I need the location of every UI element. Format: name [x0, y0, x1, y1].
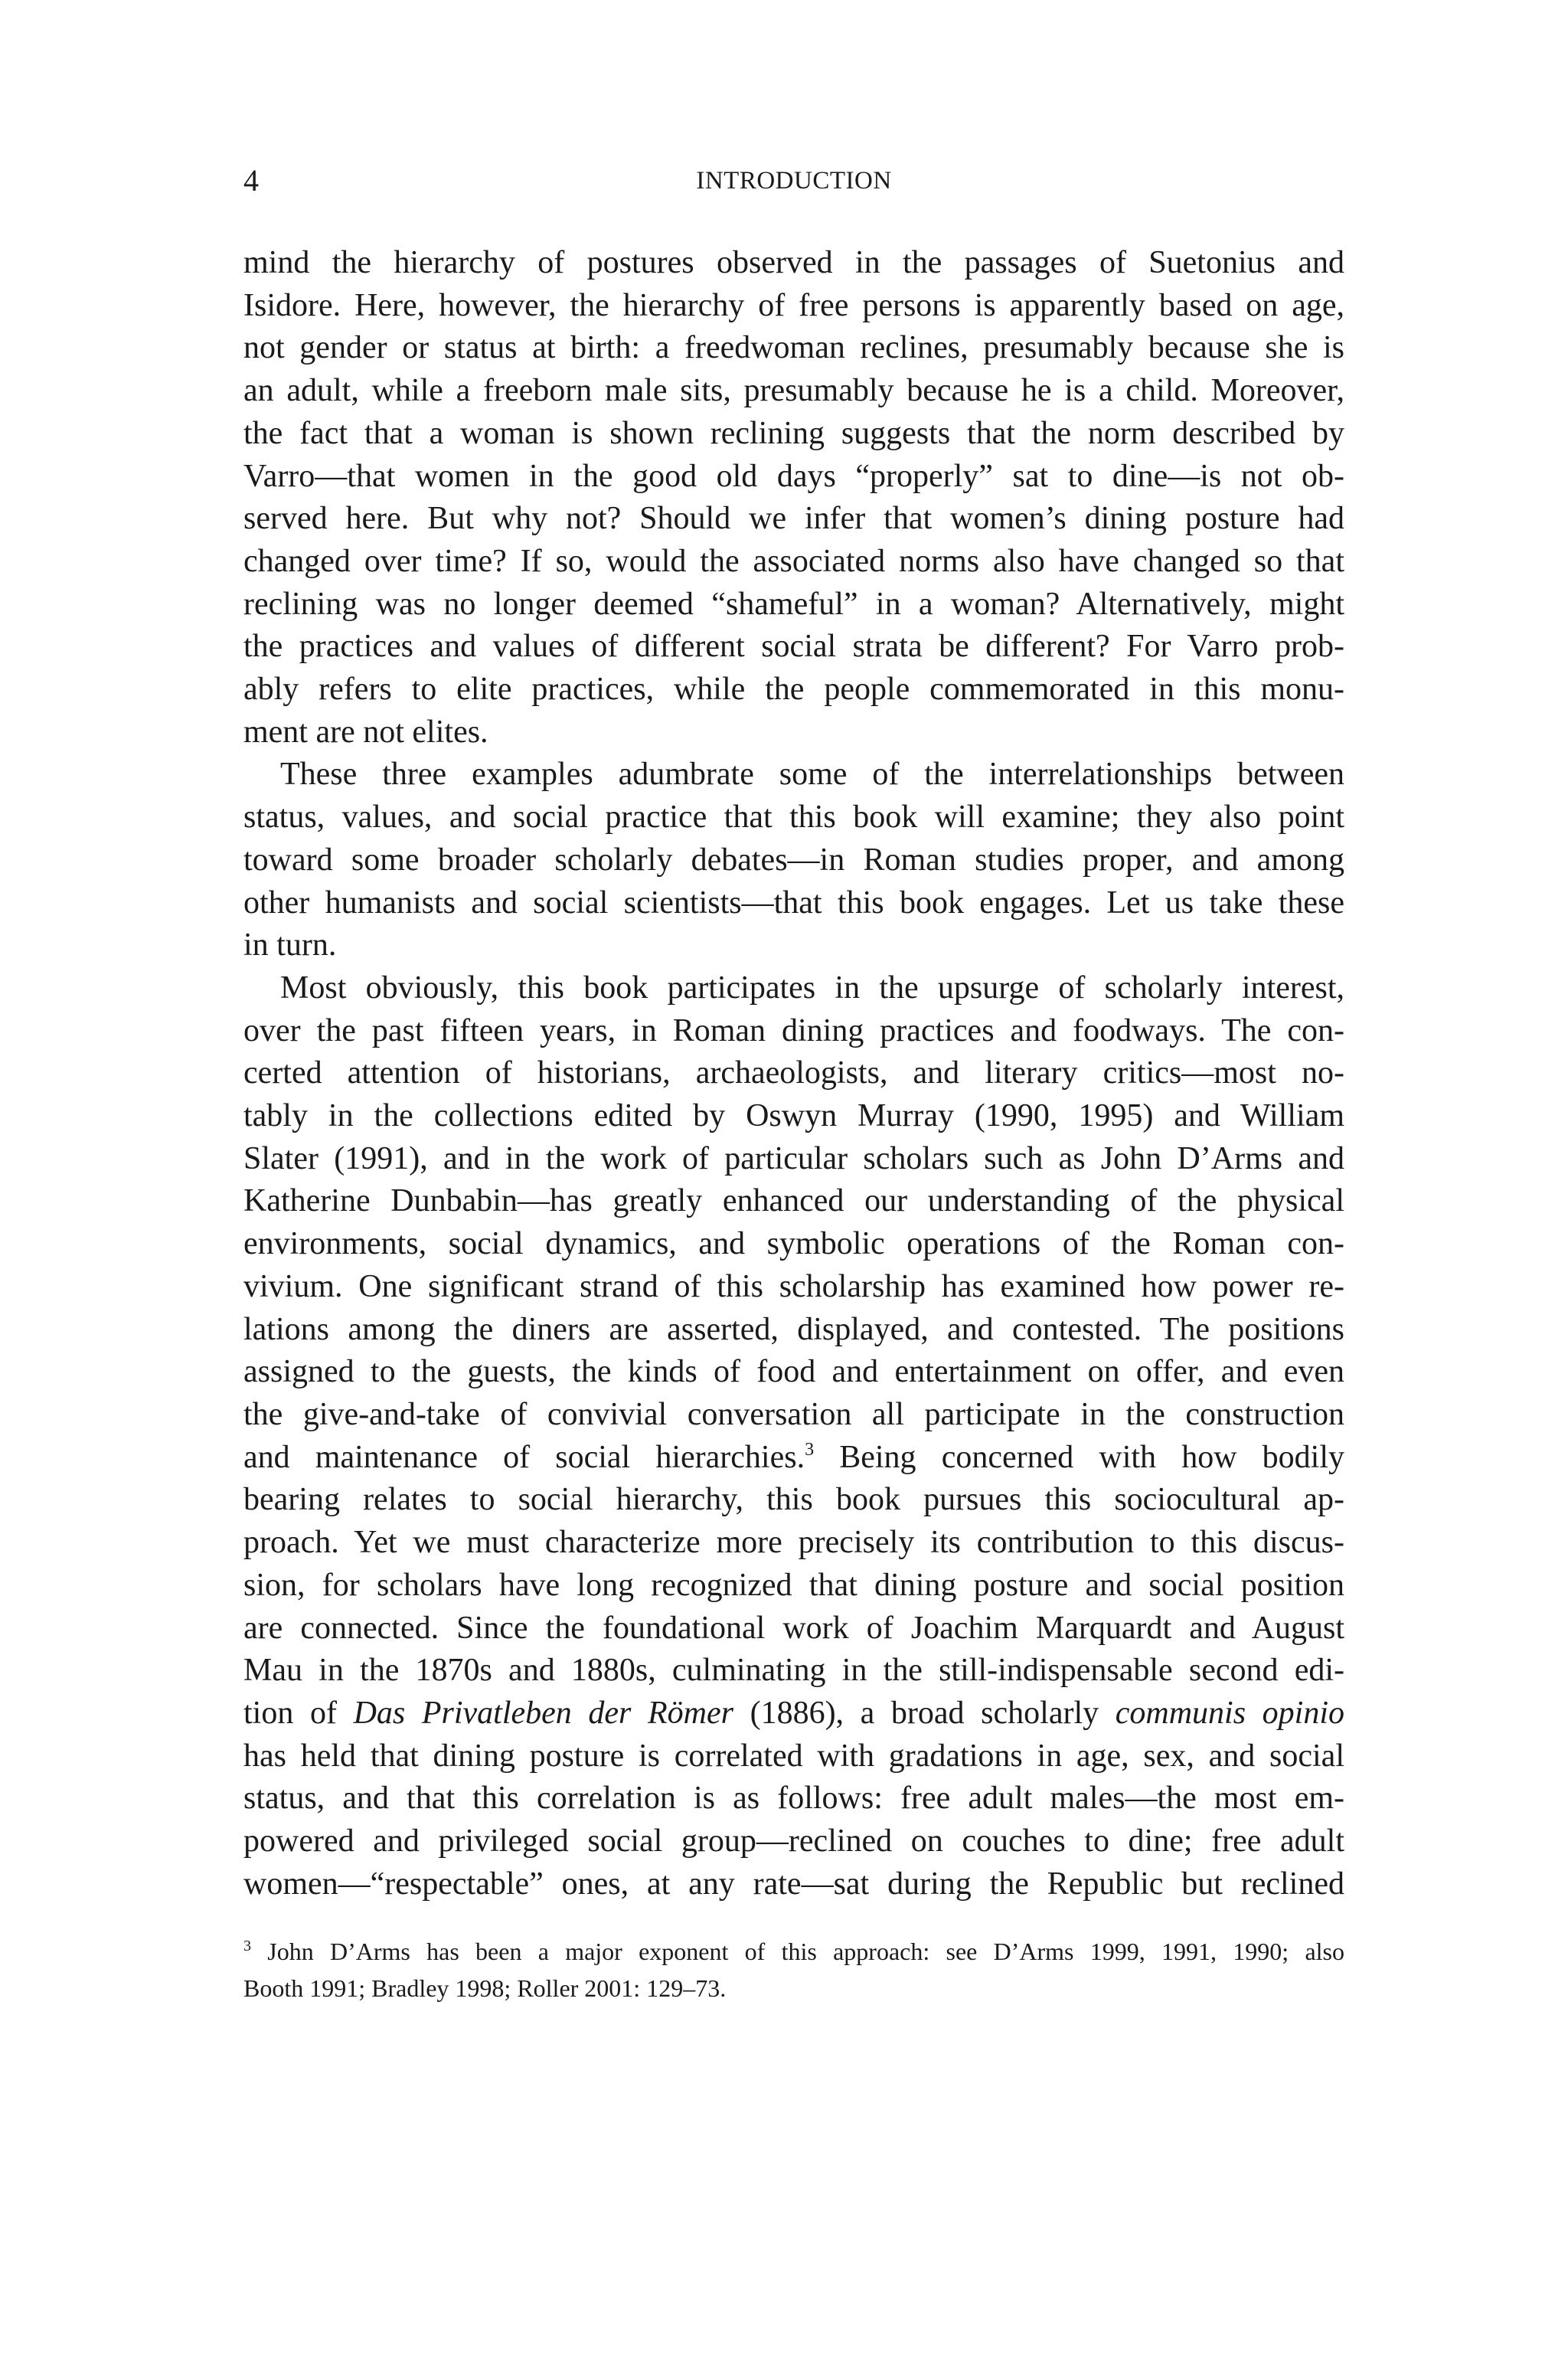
latin-phrase: communis opinio	[1115, 1695, 1345, 1731]
footnote-marker: 3	[243, 1938, 251, 1954]
text-segment: (1886), a broad scholarly	[733, 1695, 1116, 1731]
page-header	[243, 159, 1344, 202]
text-line: has held that dining posture is correlated with gradations in age, sex, and social	[243, 1738, 1344, 1774]
text-line: lations among the diners are asserted, displayed, and contested. The positions	[243, 1311, 1344, 1347]
text-line: reclining was no longer deemed “shameful” in a woman? Alternatively, might	[243, 586, 1344, 622]
text-line: bearing relates to social hierarchy, this book pursues this sociocultural ap-	[243, 1482, 1344, 1518]
text-line: served here. But why not? Should we infer that women’s dining posture had	[243, 501, 1344, 537]
page-number: 4	[243, 163, 259, 198]
text-line: Varro—that women in the good old days “properly” sat to dine—is not ob-	[243, 458, 1344, 494]
text-line: sion, for scholars have long recognized that dining posture and social position	[243, 1567, 1344, 1603]
paragraph-1	[243, 242, 1344, 754]
text-line: Slater (1991), and in the work of particular scholars such as John D’Arms and	[243, 1140, 1344, 1176]
text-line: assigned to the guests, the kinds of food and entertainment on offer, and even	[243, 1354, 1344, 1390]
text-line: toward some broader scholarly debates—in Roman studies proper, and among	[243, 842, 1344, 878]
text-line: tably in the collections edited by Oswyn Murray (1990, 1995) and William	[243, 1098, 1344, 1134]
text-line: vivium. One significant strand of this scholarship has examined how power re-	[243, 1268, 1344, 1304]
paragraph-3	[243, 967, 1344, 1905]
text-line: ment are not elites.	[243, 714, 488, 750]
text-line: status, values, and social practice that this book will examine; they also point	[243, 800, 1344, 836]
text-line	[243, 1437, 1344, 1480]
running-head: INTRODUCTION	[696, 167, 892, 195]
text-line: proach. Yet we must characterize more precisely its contribution to this discus-	[243, 1525, 1344, 1561]
text-line: the fact that a woman is shown reclining suggests that the norm described by	[243, 415, 1344, 451]
text-line: over the past fifteen years, in Roman dining practices and foodways. The con-	[243, 1012, 1344, 1048]
text-line: the practices and values of different social strata be different? For Varro prob-	[243, 629, 1344, 665]
text-segment: Being concerned with how bodily	[814, 1439, 1345, 1475]
footnote-line	[243, 1933, 1344, 1970]
text-line: an adult, while a freeborn male sits, presumably because he is a child. Moreover,	[243, 373, 1344, 409]
text-line: environments, social dynamics, and symbolic operations of the Roman con-	[243, 1226, 1344, 1262]
text-line: other humanists and social scientists—that this book engages. Let us take these	[243, 885, 1344, 921]
text-line: Katherine Dunbabin—has greatly enhanced our understanding of the physical	[243, 1183, 1344, 1219]
text-segment: and maintenance of social hierarchies.	[243, 1439, 805, 1475]
text-line: certed attention of historians, archaeologists, and literary critics—most no-	[243, 1055, 1344, 1091]
text-line: powered and privileged social group—reclined on couches to dine; free adult	[243, 1823, 1344, 1859]
footnote-line: Booth 1991; Bradley 1998; Roller 2001: 129–73.	[243, 1974, 727, 2002]
footnote-text: John D’Arms has been a major exponent of this approach: see D’Arms 1999, 1991, 1990; also	[251, 1938, 1344, 1965]
book-title: Das Privatleben der Römer	[353, 1695, 733, 1731]
paragraph-2	[243, 754, 1344, 967]
text-line: in turn.	[243, 927, 337, 963]
text-line: changed over time? If so, would the associated norms also have changed so that	[243, 543, 1344, 579]
text-line: Most obviously, this book participates in the upsurge of scholarly interest,	[280, 970, 1344, 1006]
text-line: status, and that this correlation is as follows: free adult males—the most em-	[243, 1781, 1344, 1817]
footnote-reference: 3	[805, 1439, 815, 1460]
text-segment: tion of	[243, 1695, 354, 1731]
footnotes	[243, 1933, 1344, 2007]
text-line: mind the hierarchy of postures observed in the passages of Suetonius and	[243, 245, 1344, 280]
text-line: Isidore. Here, however, the hierarchy of free persons is apparently based on age,	[243, 287, 1344, 323]
text-line: women—“respectable” ones, at any rate—sat during the Republic but reclined	[243, 1866, 1344, 1902]
main-text	[243, 242, 1344, 1905]
text-line: not gender or status at birth: a freedwoman reclines, presumably because she is	[243, 330, 1344, 366]
text-line	[243, 1693, 1344, 1735]
text-line: ably refers to elite practices, while the people commemorated in this monu-	[243, 672, 1344, 708]
text-line: are connected. Since the foundational work of Joachim Marquardt and August	[243, 1610, 1344, 1646]
text-line: the give-and-take of convivial conversation all participate in the construction	[243, 1396, 1344, 1432]
text-line: Mau in the 1870s and 1880s, culminating in the still-indispensable second edi-	[243, 1653, 1344, 1689]
text-line: These three examples adumbrate some of the interrelationships between	[280, 757, 1344, 793]
